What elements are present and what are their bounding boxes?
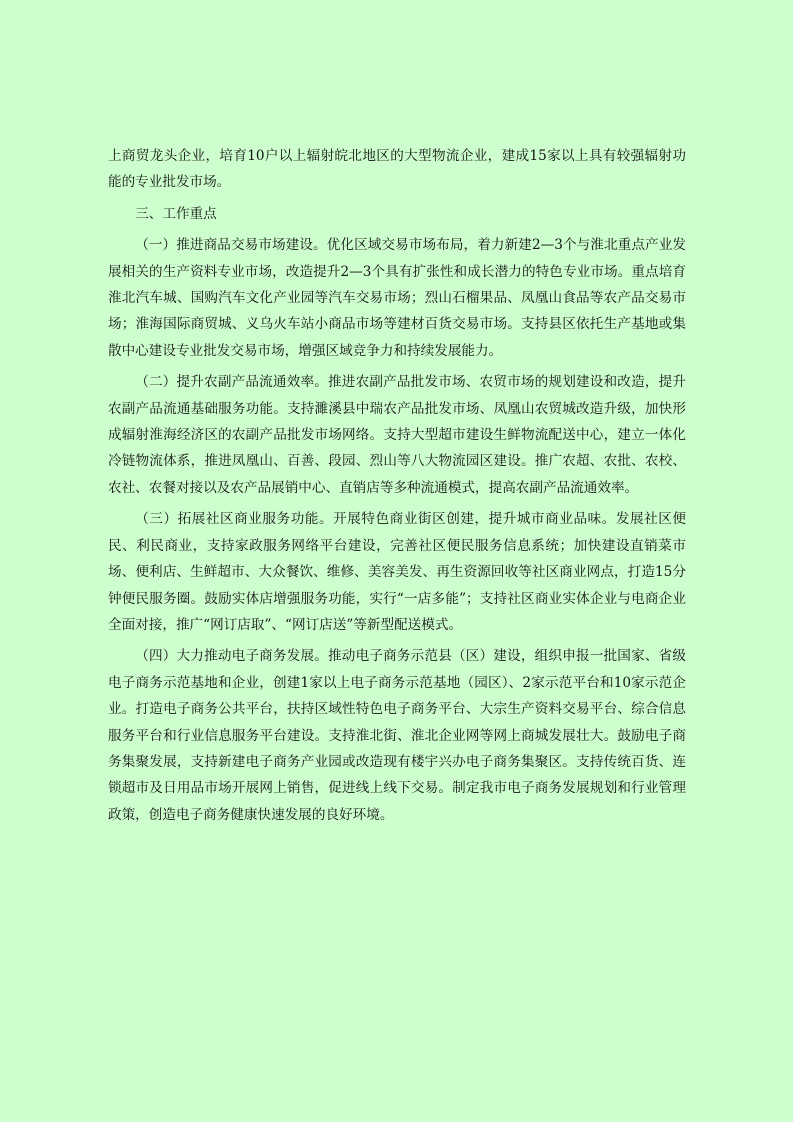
paragraph-market-construction: （一）推进商品交易市场建设。优化区域交易市场布局，着力新建2—3个与淮北重点产业发展相关的生产资料专业市场，改造提升2—3个具有扩张性和成长潜力的特色专业市场。重点培育淮北汽车城、国购汽车文化产业园等汽车交易市场；烈山石榴果品、凤凰山食品等农产品交易市场；淮海国际商贸城、义乌火车站小商品市场等建材百货交易市场。支持县区依托生产基地或集散中心建设专业批发交易市场，增强区域竞争力和持续发展能力。 [108, 237, 686, 359]
continuation-paragraph: 上商贸龙头企业，培育10户以上辐射皖北地区的大型物流企业，建成15家以上具有较强辐射功能的专业批发市场。 [108, 148, 686, 191]
document-body [108, 143, 686, 833]
section-heading: 三、工作重点 [135, 205, 217, 222]
paragraph-e-commerce: （四）大力推动电子商务发展。推动电子商务示范县（区）建设，组织申报一批国家、省级电子商务示范基地和企业，创建1家以上电子商务示范基地（园区）、2家示范平台和10家示范企业。打造电子商务公共平台，扶持区域性特色电子商务平台、大宗生产资料交易平台、综合信息服务平台和行业信息服务平台建设。支持淮北街、淮北企业网等网上商城发展壮大。鼓励电子商务集聚发展，支持新建电子商务产业园或改造现有楼宇兴办电子商务集聚区。支持传统百货、连锁超市及日用品市场开展网上销售，促进线上线下交易。制定我市电子商务发展规划和行业管理政策，创造电子商务健康快速发展的良好环境。 [108, 648, 686, 823]
paragraph-agricultural-circulation: （二）提升农副产品流通效率。推进农副产品批发市场、农贸市场的规划建设和改造，提升农副产品流通基础服务功能。支持濉溪县中瑞农产品批发市场、凤凰山农贸城改造升级，加快形成辐射淮海经济区的农副产品批发市场网络。支持大型超市建设生鲜物流配送中心，建立一体化冷链物流体系，推进凤凰山、百善、段园、烈山等八大物流园区建设。推广农超、农批、农校、农社、农餐对接以及农产品展销中心、直销店等多种流通模式，提高农副产品流通效率。 [108, 374, 686, 496]
paragraph-community-commerce: （三）拓展社区商业服务功能。开展特色商业街区创建，提升城市商业品味。发展社区便民、利民商业，支持家政服务网络平台建设，完善社区便民服务信息系统；加快建设直销菜市场、便利店、生鲜超市、大众餐饮、维修、美容美发、再生资源回收等社区商业网点，打造15分钟便民服务圈。鼓励实体店增强服务功能，实行“一店多能”；支持社区商业实体企业与电商企业全面对接，推广“网订店取”、“网订店送”等新型配送模式。 [108, 511, 686, 633]
